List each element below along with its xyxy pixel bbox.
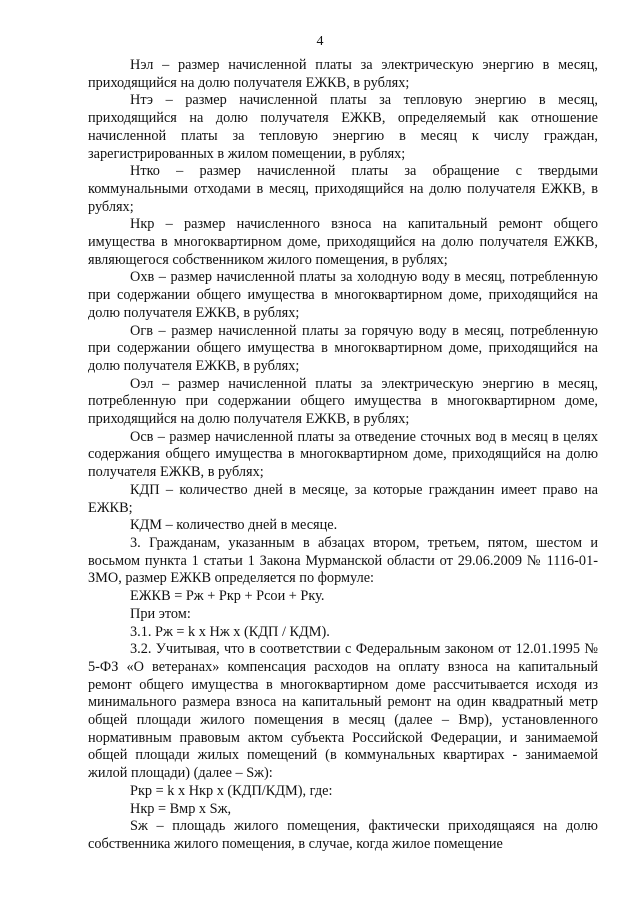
document-body: [88, 57, 598, 854]
formula: Ркр = k x Нкр x (КДП/КДМ), где:: [130, 782, 333, 799]
formula: 3.1. Рж = k x Нж x (КДП / КДМ).: [130, 623, 330, 640]
paragraph: Sж – площадь жилого помещения, фактически приходящаяся на долю собственника жилого помещения, в случае, когда жилое помещение: [88, 818, 598, 852]
paragraph: При этом:: [130, 605, 191, 622]
paragraph: Огв – размер начисленной платы за горячую воду в месяц, потребленную при содержании общего имущества в многоквартирном доме, приходящийся на долю получателя ЕЖКВ, в рублях;: [88, 322, 598, 374]
paragraph: Нэл – размер начисленной платы за электрическую энергию в месяц, приходящийся на долю получателя ЕЖКВ, в рублях;: [88, 57, 598, 91]
formula: Нкр = Вмр x Sж,: [130, 800, 232, 817]
paragraph: 3.2. Учитывая, что в соответствии с Федеральным законом от 12.01.1995 № 5-ФЗ «О ветеранах» компенсация расходов на оплату взноса на капитальный ремонт общего имущества в многоквартирном доме рассчитывается исходя из минимального размера взноса на капитальный ремонт на один квадратный метр общей площади жилого помещения в месяц (далее – Вмр), установленного нормативным правовым актом субъекта Российской Федерации, и занимаемой общей площади жилых помещений (в коммунальных квартирах - занимаемой жилой площади) (далее – Sж):: [88, 641, 598, 782]
paragraph: Нтэ – размер начисленной платы за тепловую энергию в месяц, приходящийся на долю получателя ЕЖКВ, определяемый как отношение начисленной платы за тепловую энергию в месяц к числу граждан, зарегистрированных в жилом помещении, в рублях;: [88, 92, 598, 162]
paragraph: 3. Гражданам, указанным в абзацах втором, третьем, пятом, шестом и восьмом пункта 1 статьи 1 Закона Мурманской области от 29.06.2009 № 1116-01-ЗМО, размер ЕЖКВ определяется по формуле:: [88, 534, 598, 587]
paragraph: КДМ – количество дней в месяце.: [130, 517, 338, 534]
paragraph: Оэл – размер начисленной платы за электрическую энергию в месяц, потребленную при содержании общего имущества в многоквартирном доме, приходящийся на долю получателя ЕЖКВ, в рублях;: [88, 375, 598, 428]
paragraph: Осв – размер начисленной платы за отведение сточных вод в месяц в целях содержания общего имущества в многоквартирном доме, приходящийся на долю получателя ЕЖКВ, в рублях;: [88, 428, 598, 481]
paragraph: Нтко – размер начисленной платы за обращение с твердыми коммунальными отходами в месяц, приходящийся на долю получателя ЕЖКВ, в рублях;: [88, 163, 598, 215]
paragraph: Нкр – размер начисленного взноса на капитальный ремонт общего имущества в многоквартирном доме, приходящийся на долю получателя ЕЖКВ, являющегося собственником жилого помещения, в рублях;: [88, 216, 598, 268]
paragraph: Охв – размер начисленной платы за холодную воду в месяц, потребленную при содержании общего имущества в многоквартирном доме, приходящийся на долю получателя ЕЖКВ, в рублях;: [88, 269, 598, 321]
paragraph: КДП – количество дней в месяце, за которые гражданин имеет право на ЕЖКВ;: [88, 481, 598, 516]
formula: ЕЖКВ = Рж + Ркр + Рсои + Рку.: [130, 588, 325, 605]
page-number: 4: [316, 34, 324, 49]
